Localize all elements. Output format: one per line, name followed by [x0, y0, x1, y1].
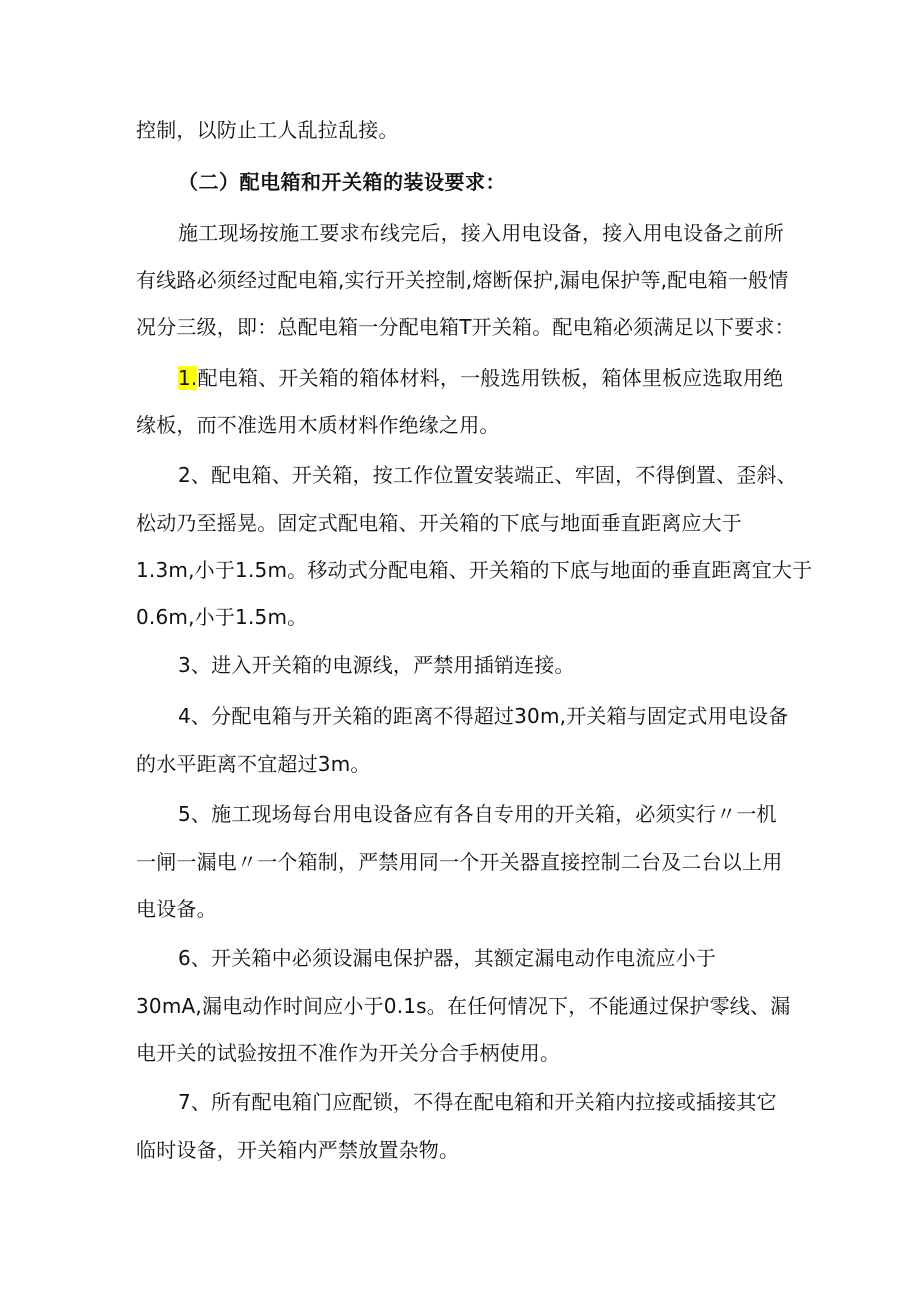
- paragraph-line: 1.3m,小于1.5m。移动式分配电箱、开关箱的下底与地面的垂直距离宜大于: [136, 558, 813, 582]
- paragraph-line: 30mA,漏电动作时间应小于0.1s。在任何情况下，不能通过保护零线、漏: [136, 994, 791, 1018]
- paragraph-line: 施工现场按施工要求布线完后，接入用电设备，接入用电设备之前所: [178, 221, 784, 245]
- paragraph-line: 5、施工现场每台用电设备应有各自专用的开关箱，必须实行〃一机: [178, 802, 777, 826]
- list-item-text: 配电箱、开关箱的箱体材料，一般选用铁板，箱体里板应选取用绝: [197, 366, 784, 390]
- section-heading: （二）配电箱和开关箱的装设要求：: [178, 170, 506, 194]
- paragraph-line: 3、进入开关箱的电源线，严禁用插销连接。: [178, 653, 575, 677]
- paragraph-line: 7、所有配电箱门应配锁，不得在配电箱和开关箱内拉接或插接其它: [178, 1090, 777, 1114]
- paragraph-line: 2、配电箱、开关箱，按工作位置安装端正、牢固，不得倒置、歪斜、: [178, 463, 797, 487]
- paragraph-line: 控制，以防止工人乱拉乱接。: [136, 118, 399, 142]
- highlighted-number: 1.: [178, 366, 198, 390]
- paragraph-line: 电开关的试验按扭不准作为开关分合手柄使用。: [136, 1041, 561, 1065]
- paragraph-line: 缘板，而不准选用木质材料作绝缘之用。: [136, 413, 500, 437]
- paragraph-line: 况分三级，即：总配电箱一分配电箱T开关箱。配电箱必须满足以下要求：: [136, 315, 795, 339]
- paragraph-line: 0.6m,小于1.5m。: [136, 605, 308, 629]
- paragraph-line: 临时设备，开关箱内严禁放置杂物。: [136, 1138, 460, 1162]
- paragraph-line: 有线路必须经过配电箱,实行开关控制,熔断保护,漏电保护等,配电箱一般情: [136, 268, 789, 292]
- paragraph-line: 一闸一漏电〃一个箱制，严禁用同一个开关器直接控制二台及二台以上用: [136, 850, 783, 874]
- paragraph-line: 的水平距离不宜超过3m。: [136, 752, 371, 776]
- list-item-1-line: [178, 365, 783, 391]
- paragraph-line: 6、开关箱中必须设漏电保护器，其额定漏电动作电流应小于: [178, 946, 717, 970]
- paragraph-line: 松动乃至摇晃。固定式配电箱、开关箱的下底与地面垂直距离应大于: [136, 511, 742, 535]
- paragraph-line: 4、分配电箱与开关箱的距离不得超过30m,开关箱与固定式用电设备: [178, 704, 789, 728]
- paragraph-line: 电设备。: [136, 897, 217, 921]
